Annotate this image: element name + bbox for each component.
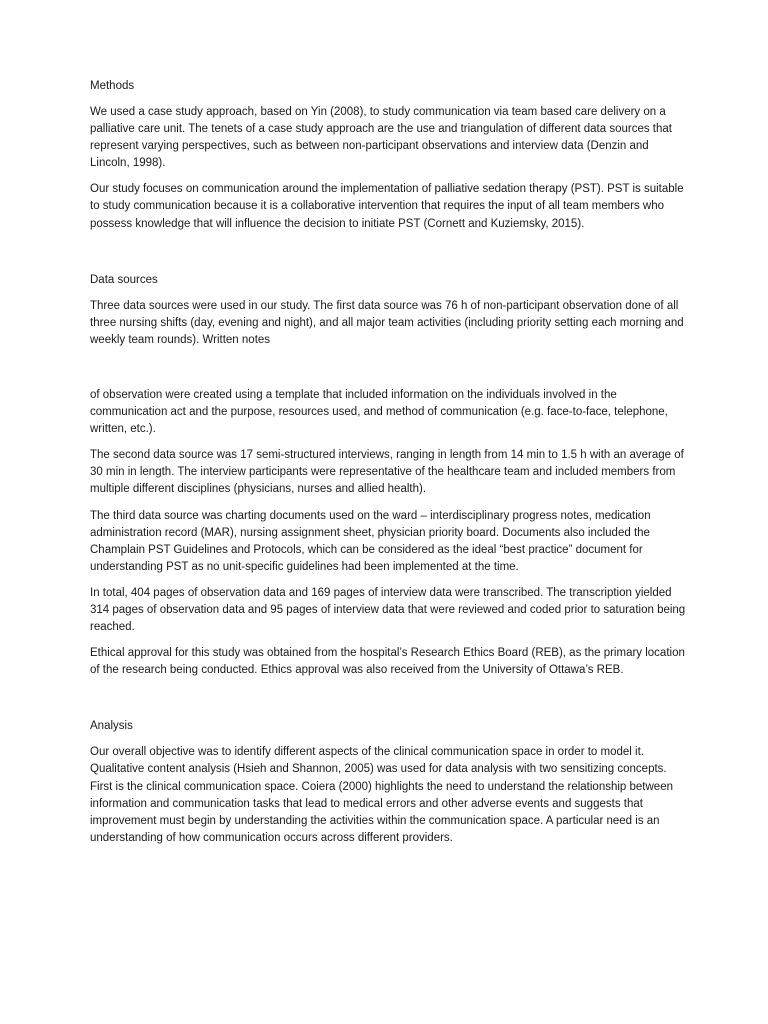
analysis-paragraph-1: Our overall objective was to identify different aspects of the clinical communication space in order to model it. Qualitative content analysis (Hsieh and Shannon, 2005) was used for data analysis with two sensitizing concepts. First is the clinical communication space. Coiera (2000) highlights the need to understand the relationship between information and communication tasks that lead to medical errors and other adverse events and suggests that improvement must begin by understanding the activities within the communication space. A particular need is an understanding of how communication occurs across different providers. [90, 746, 673, 844]
analysis-heading: Analysis [90, 720, 133, 733]
data-sources-paragraph-6: Ethical approval for this study was obtained from the hospital’s Research Ethics Board (REB), as the primary location of the research being conducted. Ethics approval was also received from the University of Ottawa’s REB. [90, 647, 685, 677]
data-sources-paragraph-2: of observation were created using a template that included information on the individuals involved in the communication act and the purpose, resources used, and method of communication (e.g. face-to-face, telephone, written, etc.). [90, 388, 668, 436]
section-spacer [90, 688, 688, 718]
data-sources-paragraph-5: In total, 404 pages of observation data and 169 pages of interview data were transcribed. The transcription yielded 314 pages of observation data and 95 pages of interview data that were reviewed and coded prior to saturation being reached. [90, 586, 686, 634]
data-sources-paragraph-3: The second data source was 17 semi-structured interviews, ranging in length from 14 min to 1.5 h with an average of 30 min in length. The interview participants were representative of the healthcare team and included members from multiple different disciplines (physicians, nurses and allied health). [90, 449, 684, 496]
data-sources-paragraph-4: The third data source was charting documents used on the ward – interdisciplinary progress notes, medication administration record (MAR), nursing assignment sheet, physician priority board. Documents also included the Champlain PST Guidelines and Protocols, which can be considered as the ideal “best practice” document for understanding PST as no unit-specific guidelines had been implemented at the time. [90, 509, 651, 573]
methods-paragraph-1: We used a case study approach, based on Yin (2008), to study communication via team based care delivery on a palliative care unit. The tenets of a case study approach are the use and triangulation of different data sources that represent varying perspectives, such as between non-participant observations and interview data (Denzin and Lincoln, 1998). [90, 106, 672, 170]
document-body [90, 78, 688, 856]
data-sources-paragraph-1: Three data sources were used in our study. The first data source was 76 h of non-participant observation done of all three nursing shifts (day, evening and night), and all major team activities (including priority setting each morning and weekly team rounds). Written notes [90, 299, 684, 346]
methods-paragraph-2: Our study focuses on communication around the implementation of palliative sedation therapy (PST). PST is suitable to study communication because it is a collaborative intervention that requires the input of all team members who possess knowledge that will influence the decision to initiate PST (Cornett and Kuziemsky, 2015). [90, 183, 684, 230]
methods-heading: Methods [90, 80, 135, 92]
data-sources-heading: Data sources [90, 273, 158, 286]
section-spacer [90, 242, 688, 272]
page-break-spacer [90, 358, 688, 387]
